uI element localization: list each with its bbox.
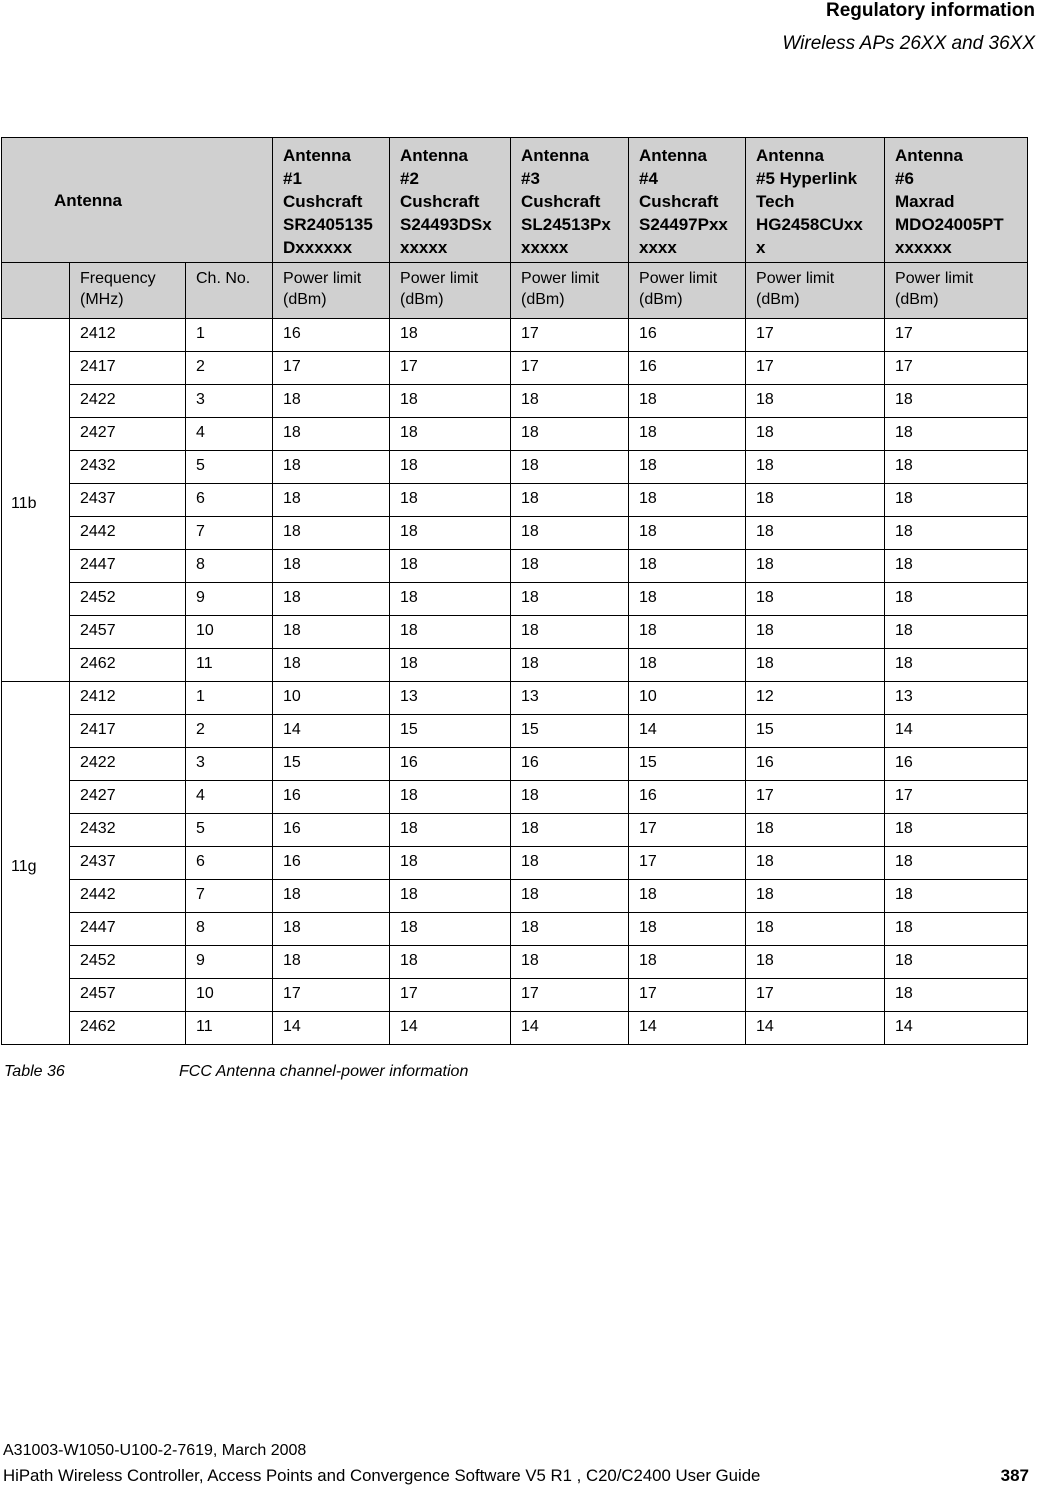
table-cell: 5 [186,814,273,847]
table-cell: 2462 [70,649,186,682]
table-cell: 14 [273,1012,390,1045]
table-cell: 18 [273,451,390,484]
table-cell: 18 [885,946,1028,979]
antenna-header-1-line: SR2405135 [283,215,373,234]
table-cell: 18 [629,616,746,649]
table-cell: 18 [390,418,511,451]
table-cell: 18 [390,517,511,550]
column-header-line: Power limit [756,270,835,287]
table-cell: 11 [186,649,273,682]
antenna-header-5-line: #5 Hyperlink [756,169,858,188]
antenna-header-label: Antenna [2,138,273,263]
antenna-header-5 [746,138,885,263]
table-cell: 18 [273,517,390,550]
table-row [2,517,1028,550]
table-cell: 18 [390,847,511,880]
table-cell: 17 [746,979,885,1012]
table-cell: 18 [390,814,511,847]
table-cell: 17 [629,814,746,847]
table-row [2,616,1028,649]
table-cell: 18 [511,517,629,550]
table-cell: 18 [629,880,746,913]
antenna-header-1-line: Cushcraft [283,192,363,211]
column-header [511,263,629,319]
antenna-header-row [2,138,1028,263]
table-cell: 18 [273,484,390,517]
table-cell: 15 [746,715,885,748]
table-cell: 1 [186,682,273,715]
table-row [2,847,1028,880]
table-cell: 18 [629,913,746,946]
table-row [2,748,1028,781]
table-cell: 14 [746,1012,885,1045]
antenna-header-3-line: Antenna [521,146,590,165]
table-cell: 7 [186,517,273,550]
table-cell: 18 [511,550,629,583]
table-cell: 18 [885,517,1028,550]
empty-header-cell [2,263,70,319]
table-cell: 18 [511,847,629,880]
table-cell: 18 [390,583,511,616]
antenna-header-4-line: S24497Pxx [639,215,728,234]
table-cell: 18 [885,484,1028,517]
antenna-header-4-line: #4 [639,169,658,188]
table-cell: 18 [273,649,390,682]
antenna-header-2 [390,138,511,263]
table-cell: 18 [390,319,511,352]
table-cell: 18 [273,616,390,649]
table-cell: 2417 [70,715,186,748]
antenna-header-5-line: Tech [756,192,795,211]
antenna-header-5-line: x [756,238,766,257]
table-cell: 16 [273,319,390,352]
column-header [186,263,273,319]
table-cell: 18 [746,946,885,979]
table-cell: 17 [390,979,511,1012]
column-header-line: Power limit [639,270,718,287]
table-cell: 18 [746,517,885,550]
table-cell: 18 [629,550,746,583]
table-cell: 18 [273,880,390,913]
table-cell: 18 [390,649,511,682]
table-cell: 7 [186,880,273,913]
table-cell: 18 [746,385,885,418]
table-cell: 18 [390,781,511,814]
table-cell: 15 [629,748,746,781]
table-cell: 18 [511,451,629,484]
table-cell: 2432 [70,451,186,484]
table-cell: 18 [746,418,885,451]
table-cell: 17 [746,319,885,352]
antenna-header-6-line: Antenna [895,146,964,165]
table-cell: 2 [186,715,273,748]
column-header [70,263,186,319]
table-row [2,880,1028,913]
antenna-header-2-line: Antenna [400,146,469,165]
table-cell: 6 [186,847,273,880]
column-header [390,263,511,319]
table-cell: 18 [390,484,511,517]
table-cell: 17 [746,352,885,385]
column-header [885,263,1028,319]
mode-label: 11g [2,682,70,1045]
table-cell: 18 [629,583,746,616]
footer-guide-title: HiPath Wireless Controller, Access Points and Convergence Software V5 R1 , C20/C2400 User Guide [3,1466,761,1485]
table-row [2,451,1028,484]
table-row [2,385,1028,418]
table-caption-number: Table 36 [4,1063,65,1080]
antenna-header-5-line: Antenna [756,146,825,165]
table-cell: 17 [511,352,629,385]
table-cell: 18 [746,913,885,946]
column-header-line: (dBm) [895,291,939,308]
table-row [2,814,1028,847]
table-row [2,913,1028,946]
table-cell: 13 [511,682,629,715]
table-cell: 10 [186,616,273,649]
antenna-header-4 [629,138,746,263]
table-cell: 16 [273,847,390,880]
table-cell: 18 [390,550,511,583]
table-cell: 17 [629,847,746,880]
table-cell: 18 [629,484,746,517]
table-cell: 18 [629,385,746,418]
table-cell: 14 [629,1012,746,1045]
table-cell: 9 [186,946,273,979]
table-cell: 18 [885,616,1028,649]
column-header [273,263,390,319]
table-cell: 14 [885,715,1028,748]
table-cell: 3 [186,385,273,418]
antenna-header-6 [885,138,1028,263]
table-cell: 18 [885,550,1028,583]
header-subtitle: Wireless APs 26XX and 36XX [782,33,1035,54]
table-cell: 18 [885,583,1028,616]
table-cell: 2442 [70,880,186,913]
column-header-line: Power limit [521,270,600,287]
antenna-header-4-line: Cushcraft [639,192,719,211]
table-cell: 18 [629,451,746,484]
table-cell: 18 [885,385,1028,418]
table-row [2,1012,1028,1045]
table-cell: 2 [186,352,273,385]
table-cell: 18 [885,451,1028,484]
table-cell: 2457 [70,979,186,1012]
table-row [2,352,1028,385]
mode-label: 11b [2,319,70,682]
column-header-line: Power limit [400,270,479,287]
table-cell: 2452 [70,583,186,616]
column-header-line: Power limit [895,270,974,287]
table-cell: 6 [186,484,273,517]
table-caption-text: FCC Antenna channel-power information [179,1063,469,1080]
column-header-line: (MHz) [80,291,124,308]
table-cell: 13 [390,682,511,715]
antenna-header-6-line: #6 [895,169,914,188]
table-cell: 18 [511,583,629,616]
table-cell: 18 [511,649,629,682]
table-cell: 18 [629,418,746,451]
fcc-antenna-power-table [1,137,1028,1045]
table-cell: 1 [186,319,273,352]
table-cell: 2457 [70,616,186,649]
table-cell: 17 [273,979,390,1012]
table-cell: 18 [511,418,629,451]
table-cell: 2442 [70,517,186,550]
antenna-header-2-line: Cushcraft [400,192,480,211]
table-row [2,715,1028,748]
table-cell: 18 [390,451,511,484]
table-cell: 18 [511,880,629,913]
antenna-header-4-line: Antenna [639,146,708,165]
table-cell: 13 [885,682,1028,715]
table-cell: 15 [390,715,511,748]
table-cell: 2412 [70,682,186,715]
table-cell: 14 [511,1012,629,1045]
table-cell: 18 [390,946,511,979]
table-cell: 2447 [70,550,186,583]
antenna-header-2-line: S24493DSx [400,215,492,234]
table-cell: 17 [746,781,885,814]
column-header [746,263,885,319]
antenna-header-3 [511,138,629,263]
table-cell: 16 [511,748,629,781]
table-cell: 10 [186,979,273,1012]
table-cell: 16 [885,748,1028,781]
table-cell: 16 [390,748,511,781]
table-cell: 18 [885,814,1028,847]
table-cell: 16 [746,748,885,781]
table-cell: 18 [390,385,511,418]
table-cell: 18 [746,550,885,583]
table-cell: 2462 [70,1012,186,1045]
column-header-line: (dBm) [756,291,800,308]
table-cell: 16 [629,781,746,814]
table-cell: 18 [885,913,1028,946]
table-cell: 18 [746,649,885,682]
antenna-header-1-line: #1 [283,169,302,188]
table-row [2,946,1028,979]
table-cell: 18 [885,847,1028,880]
table-row [2,583,1028,616]
column-header-line: (dBm) [521,291,565,308]
table-cell: 18 [273,946,390,979]
table-cell: 2422 [70,748,186,781]
table-cell: 10 [273,682,390,715]
antenna-header-1 [273,138,390,263]
table-cell: 2437 [70,484,186,517]
table-cell: 2452 [70,946,186,979]
table-cell: 4 [186,418,273,451]
column-header-line: (dBm) [400,291,444,308]
table-cell: 18 [885,880,1028,913]
table-cell: 18 [885,418,1028,451]
table-cell: 18 [746,484,885,517]
table-cell: 17 [273,352,390,385]
table-cell: 18 [629,517,746,550]
table-cell: 17 [629,979,746,1012]
table-cell: 8 [186,550,273,583]
table-cell: 16 [273,781,390,814]
table-cell: 18 [885,649,1028,682]
table-cell: 5 [186,451,273,484]
table-cell: 9 [186,583,273,616]
table-cell: 8 [186,913,273,946]
table-row [2,979,1028,1012]
table-row [2,682,1028,715]
table-cell: 16 [629,319,746,352]
table-row [2,550,1028,583]
table-cell: 3 [186,748,273,781]
units-header-row [2,263,1028,319]
table-cell: 18 [511,946,629,979]
antenna-header-2-line: #2 [400,169,419,188]
table-cell: 17 [390,352,511,385]
table-cell: 2417 [70,352,186,385]
antenna-header-6-line: MDO24005PT [895,215,1004,234]
antenna-header-2-line: xxxxx [400,238,448,257]
table-cell: 17 [511,979,629,1012]
table-cell: 18 [746,814,885,847]
column-header-line: (dBm) [639,291,683,308]
column-header-line: (dBm) [283,291,327,308]
table-cell: 18 [629,649,746,682]
table-cell: 16 [273,814,390,847]
table-cell: 18 [273,385,390,418]
antenna-header-5-line: HG2458CUxx [756,215,863,234]
table-cell: 2427 [70,418,186,451]
table-cell: 17 [885,352,1028,385]
antenna-header-3-line: Cushcraft [521,192,601,211]
column-header-line: Ch. No. [196,270,251,287]
column-header [629,263,746,319]
antenna-header-3-line: SL24513Px [521,215,611,234]
table-cell: 18 [273,913,390,946]
table-cell: 14 [273,715,390,748]
table-caption [4,1063,468,1081]
table-cell: 17 [511,319,629,352]
antenna-header-3-line: #3 [521,169,540,188]
table-cell: 18 [273,583,390,616]
table-cell: 18 [273,418,390,451]
table-row [2,418,1028,451]
antenna-header-6-line: Maxrad [895,192,955,211]
table-row [2,649,1028,682]
table-cell: 15 [511,715,629,748]
table-cell: 2427 [70,781,186,814]
table-cell: 18 [511,385,629,418]
table-cell: 12 [746,682,885,715]
table-row [2,319,1028,352]
table-cell: 18 [511,484,629,517]
table-cell: 18 [746,847,885,880]
table-cell: 2422 [70,385,186,418]
table-cell: 18 [273,550,390,583]
table-cell: 18 [390,880,511,913]
table-row [2,484,1028,517]
table-cell: 18 [746,451,885,484]
antenna-header-1-line: Dxxxxxx [283,238,353,257]
table-cell: 2437 [70,847,186,880]
antenna-header-6-line: xxxxxx [895,238,952,257]
table-cell: 18 [390,616,511,649]
table-cell: 18 [746,880,885,913]
table-cell: 15 [273,748,390,781]
table-cell: 2432 [70,814,186,847]
page-number: 387 [1000,1466,1029,1485]
table-cell: 10 [629,682,746,715]
table-cell: 17 [885,781,1028,814]
table-cell: 17 [885,319,1028,352]
table-cell: 18 [511,814,629,847]
table-cell: 11 [186,1012,273,1045]
column-header-line: Power limit [283,270,362,287]
antenna-header-1-line: Antenna [283,146,352,165]
table-cell: 18 [390,913,511,946]
table-cell: 2412 [70,319,186,352]
footer-doc-id: A31003-W1050-U100-2-7619, March 2008 [3,1442,307,1459]
table-cell: 18 [511,913,629,946]
table-cell: 18 [629,946,746,979]
header-title: Regulatory information [825,0,1035,21]
table-cell: 18 [511,781,629,814]
column-header-line: Frequency [80,270,156,287]
table-cell: 2447 [70,913,186,946]
table-cell: 18 [746,583,885,616]
table-cell: 18 [511,616,629,649]
table-cell: 14 [629,715,746,748]
table-cell: 18 [746,616,885,649]
table-row [2,781,1028,814]
table-cell: 14 [390,1012,511,1045]
antenna-header-4-line: xxxx [639,238,677,257]
antenna-header-3-line: xxxxx [521,238,569,257]
table-cell: 4 [186,781,273,814]
table-cell: 18 [885,979,1028,1012]
table-cell: 16 [629,352,746,385]
table-cell: 14 [885,1012,1028,1045]
